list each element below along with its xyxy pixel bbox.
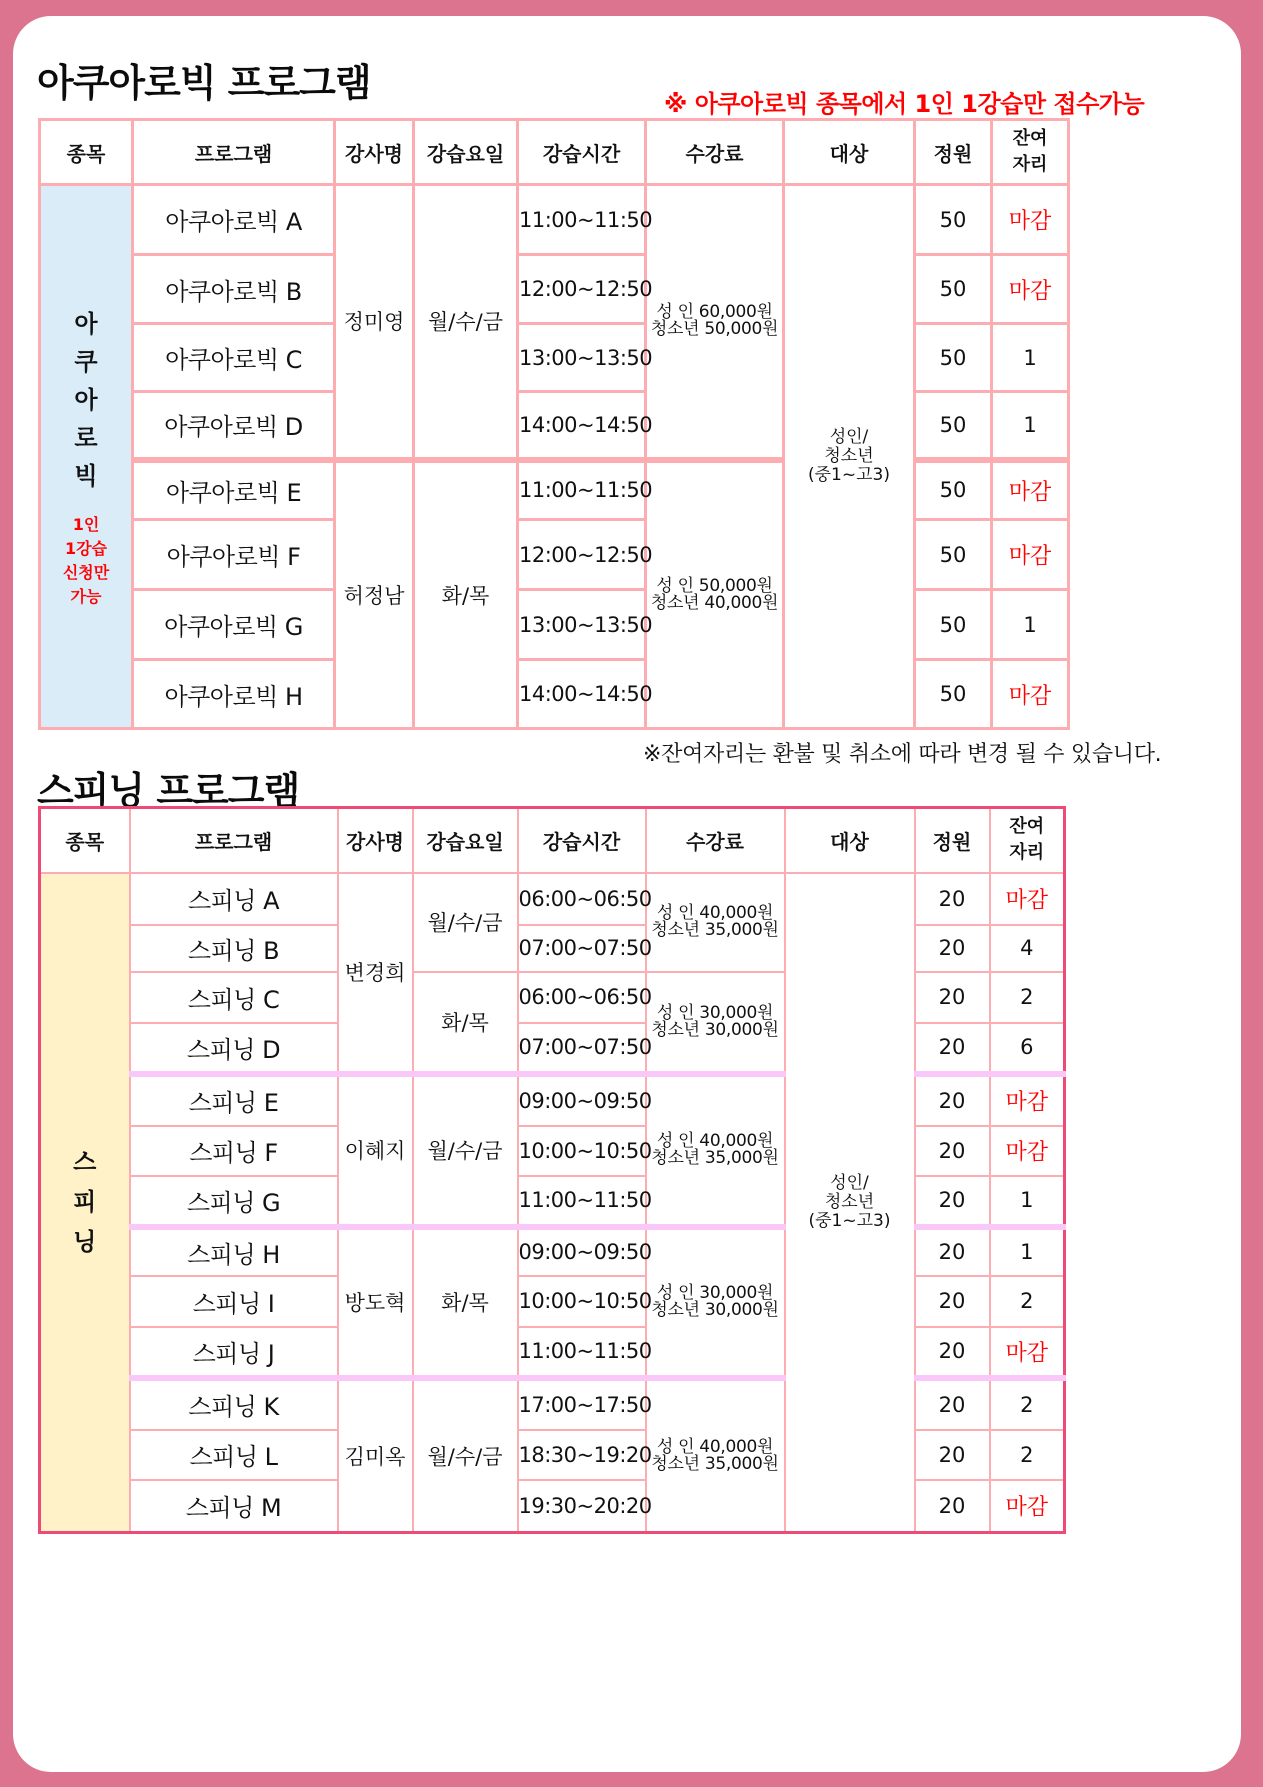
- remaining-seats-footnote: ※잔여자리는 환불 및 취소에 따라 변경 될 수 있습니다.: [643, 742, 1162, 767]
- header-remaining: [990, 808, 1065, 873]
- capacity: 20: [915, 925, 990, 972]
- fee-youth: 청소년 30,000원: [651, 1019, 779, 1040]
- header-time: 강습시간: [518, 808, 646, 873]
- time: 11:00~11:50: [518, 460, 646, 520]
- days: 월/수/금: [414, 185, 518, 460]
- header-remaining-line2: 자리: [1009, 842, 1045, 864]
- time: 18:30~19:20: [518, 1430, 646, 1480]
- header-capacity: 정원: [915, 120, 992, 185]
- remaining: 1: [990, 1176, 1065, 1227]
- header-remaining: [992, 120, 1069, 185]
- capacity: 20: [915, 1378, 990, 1430]
- category-note-line: 가능: [70, 586, 102, 606]
- target-line: 청소년: [824, 1191, 875, 1212]
- category-note-line: 1강습: [64, 538, 108, 558]
- header-time: 강습시간: [518, 120, 646, 185]
- category-note-line: 신청만: [62, 562, 110, 582]
- instructor: 허정남: [335, 460, 414, 729]
- days: 월/수/금: [413, 1378, 518, 1533]
- table-row: [40, 590, 1069, 660]
- remaining: 1: [992, 324, 1069, 392]
- fee-youth: 청소년 40,000원: [650, 592, 779, 613]
- remaining: 2: [990, 972, 1065, 1023]
- target-line: 성인/: [829, 427, 869, 447]
- program-name: 아쿠아로빅 F: [133, 520, 335, 590]
- program-name: 스피닝 L: [130, 1430, 338, 1480]
- header-remaining-line2: 자리: [1012, 154, 1048, 175]
- table-row: [40, 520, 1069, 590]
- remaining: 2: [990, 1276, 1065, 1327]
- program-name: 스피닝 G: [130, 1176, 338, 1227]
- capacity: 20: [915, 1126, 990, 1176]
- fee-youth: 청소년 50,000원: [650, 319, 779, 340]
- fee: [646, 1227, 785, 1378]
- table-row: [40, 185, 1069, 255]
- fee: [646, 1074, 785, 1227]
- fee-youth: 청소년 35,000원: [651, 1148, 779, 1168]
- header-fee: 수강료: [646, 808, 785, 873]
- table-header-row: [40, 120, 1069, 185]
- aerobic-title: 아쿠아로빅 프로그램: [37, 61, 371, 105]
- remaining-closed: 마감: [990, 1327, 1065, 1378]
- table-row: [40, 324, 1069, 392]
- time: 19:30~20:20: [518, 1480, 646, 1533]
- remaining: 1: [992, 392, 1069, 460]
- time: 11:00~11:50: [518, 185, 646, 255]
- category-note: [41, 513, 131, 609]
- fee-adult: 성 인 40,000원: [656, 1436, 774, 1457]
- table-row: [40, 660, 1069, 729]
- time: 13:00~13:50: [518, 324, 646, 392]
- remaining-closed: 마감: [990, 1480, 1065, 1533]
- program-name: 아쿠아로빅 D: [133, 392, 335, 460]
- remaining-closed: 마감: [990, 1074, 1065, 1126]
- capacity: 50: [915, 460, 992, 520]
- target-line: 청소년: [824, 446, 874, 466]
- days: 화/목: [413, 972, 518, 1074]
- category-cell-aerobic: [40, 185, 133, 729]
- program-name: 스피닝 F: [130, 1126, 338, 1176]
- category-char: 아: [74, 309, 98, 338]
- target: [785, 873, 915, 1533]
- header-days: 강습요일: [414, 120, 518, 185]
- header-target: 대상: [784, 120, 915, 185]
- category-char: 빅: [74, 461, 98, 490]
- target: [784, 185, 915, 729]
- remaining-closed: 마감: [992, 185, 1069, 255]
- category-note-line: 1인: [72, 514, 100, 534]
- header-category: 종목: [40, 120, 133, 185]
- time: 12:00~12:50: [518, 255, 646, 324]
- program-name: 스피닝 C: [130, 972, 338, 1023]
- table-row: [40, 255, 1069, 324]
- time: 06:00~06:50: [518, 972, 646, 1023]
- header-fee: 수강료: [646, 120, 784, 185]
- table-row: [40, 873, 1065, 925]
- program-name: 스피닝 D: [130, 1023, 338, 1074]
- days: 화/목: [414, 460, 518, 729]
- time: 10:00~10:50: [518, 1276, 646, 1327]
- spinning-title: 스피닝 프로그램: [37, 769, 300, 813]
- fee-adult: 성 인 60,000원: [656, 302, 773, 323]
- header-capacity: 정원: [915, 808, 990, 873]
- remaining-closed: 마감: [992, 255, 1069, 324]
- spinning-schedule-table: [38, 806, 1066, 1534]
- time: 11:00~11:50: [518, 1176, 646, 1227]
- time: 17:00~17:50: [518, 1378, 646, 1430]
- header-program: 프로그램: [130, 808, 338, 873]
- remaining: 2: [990, 1430, 1065, 1480]
- time: 14:00~14:50: [518, 660, 646, 729]
- target-line: (중1~고3): [808, 1210, 891, 1231]
- fee-youth: 청소년 35,000원: [651, 920, 779, 940]
- time: 11:00~11:50: [518, 1327, 646, 1378]
- instructor: 변경희: [338, 873, 413, 1074]
- capacity: 20: [915, 1074, 990, 1126]
- header-program: 프로그램: [133, 120, 335, 185]
- remaining: 2: [990, 1378, 1065, 1430]
- capacity: 50: [915, 590, 992, 660]
- header-remaining-line1: 잔여: [1012, 128, 1048, 149]
- fee-adult: 성 인 30,000원: [656, 1002, 774, 1023]
- remaining-closed: 마감: [992, 460, 1069, 520]
- days: 월/수/금: [413, 873, 518, 972]
- program-name: 아쿠아로빅 H: [133, 660, 335, 729]
- instructor: 정미영: [335, 185, 414, 460]
- fee: [646, 460, 784, 729]
- remaining: 4: [990, 925, 1065, 972]
- capacity: 20: [915, 972, 990, 1023]
- time: 07:00~07:50: [518, 925, 646, 972]
- capacity: 20: [915, 1227, 990, 1276]
- program-name: 아쿠아로빅 B: [133, 255, 335, 324]
- remaining-closed: 마감: [992, 520, 1069, 590]
- table-row: [40, 460, 1069, 520]
- target-line: 성인/: [830, 1172, 869, 1193]
- program-name: 아쿠아로빅 E: [133, 460, 335, 520]
- remaining: 1: [992, 590, 1069, 660]
- capacity: 20: [915, 1327, 990, 1378]
- program-name: 스피닝 B: [130, 925, 338, 972]
- capacity: 50: [915, 520, 992, 590]
- fee-youth: 청소년 35,000원: [651, 1453, 779, 1474]
- time: 14:00~14:50: [518, 392, 646, 460]
- capacity: 50: [915, 255, 992, 324]
- time: 10:00~10:50: [518, 1126, 646, 1176]
- days: 화/목: [413, 1227, 518, 1378]
- fee: [646, 1378, 785, 1533]
- capacity: 20: [915, 1276, 990, 1327]
- fee: [646, 972, 785, 1074]
- fee-adult: 성 인 40,000원: [656, 1131, 774, 1151]
- instructor: 김미옥: [338, 1378, 413, 1533]
- fee: [646, 873, 785, 972]
- capacity: 50: [915, 185, 992, 255]
- remaining-closed: 마감: [990, 873, 1065, 925]
- category-char: 피: [73, 1188, 97, 1217]
- header-remaining-line1: 잔여: [1009, 816, 1045, 838]
- fee: [646, 185, 784, 460]
- table-row: [40, 392, 1069, 460]
- category-char: 닝: [73, 1228, 97, 1257]
- time: 07:00~07:50: [518, 1023, 646, 1074]
- capacity: 20: [915, 1176, 990, 1227]
- program-name: 아쿠아로빅 A: [133, 185, 335, 255]
- remaining-closed: 마감: [990, 1126, 1065, 1176]
- instructor: 방도혁: [338, 1227, 413, 1378]
- header-days: 강습요일: [413, 808, 518, 873]
- target-line: (중1~고3): [808, 465, 890, 485]
- capacity: 50: [915, 324, 992, 392]
- program-name: 스피닝 K: [130, 1378, 338, 1430]
- category-char: 스: [73, 1148, 97, 1177]
- program-name: 아쿠아로빅 C: [133, 324, 335, 392]
- remaining-closed: 마감: [992, 660, 1069, 729]
- capacity: 50: [915, 392, 992, 460]
- time: 06:00~06:50: [518, 873, 646, 925]
- aerobic-schedule-table: [38, 118, 1070, 730]
- capacity: 20: [915, 873, 990, 925]
- capacity: 20: [915, 1023, 990, 1074]
- remaining: 1: [990, 1227, 1065, 1276]
- category-char: 쿠: [74, 347, 98, 376]
- fee-youth: 청소년 30,000원: [651, 1300, 779, 1320]
- header-target: 대상: [785, 808, 915, 873]
- program-name: 스피닝 J: [130, 1327, 338, 1378]
- days: 월/수/금: [413, 1074, 518, 1227]
- header-instructor: 강사명: [338, 808, 413, 873]
- capacity: 50: [915, 660, 992, 729]
- time: 13:00~13:50: [518, 590, 646, 660]
- capacity: 20: [915, 1430, 990, 1480]
- category-char: 로: [74, 423, 98, 452]
- time: 09:00~09:50: [518, 1227, 646, 1276]
- instructor: 이혜지: [338, 1074, 413, 1227]
- program-name: 스피닝 E: [130, 1074, 338, 1126]
- time: 12:00~12:50: [518, 520, 646, 590]
- fee-adult: 성 인 40,000원: [656, 903, 774, 923]
- category-char: 아: [74, 385, 98, 414]
- remaining: 6: [990, 1023, 1065, 1074]
- program-name: 스피닝 I: [130, 1276, 338, 1327]
- program-name: 스피닝 M: [130, 1480, 338, 1533]
- program-name: 스피닝 A: [130, 873, 338, 925]
- header-instructor: 강사명: [335, 120, 414, 185]
- capacity: 20: [915, 1480, 990, 1533]
- fee-adult: 성 인 30,000원: [656, 1283, 774, 1303]
- header-category: 종목: [40, 808, 130, 873]
- program-name: 아쿠아로빅 G: [133, 590, 335, 660]
- time: 09:00~09:50: [518, 1074, 646, 1126]
- aerobic-notice: ※ 아쿠아로빅 종목에서 1인 1강습만 접수가능: [664, 90, 1145, 118]
- fee-adult: 성 인 50,000원: [656, 575, 773, 596]
- table-header-row: [40, 808, 1065, 873]
- category-cell-spinning: [40, 873, 130, 1533]
- program-name: 스피닝 H: [130, 1227, 338, 1276]
